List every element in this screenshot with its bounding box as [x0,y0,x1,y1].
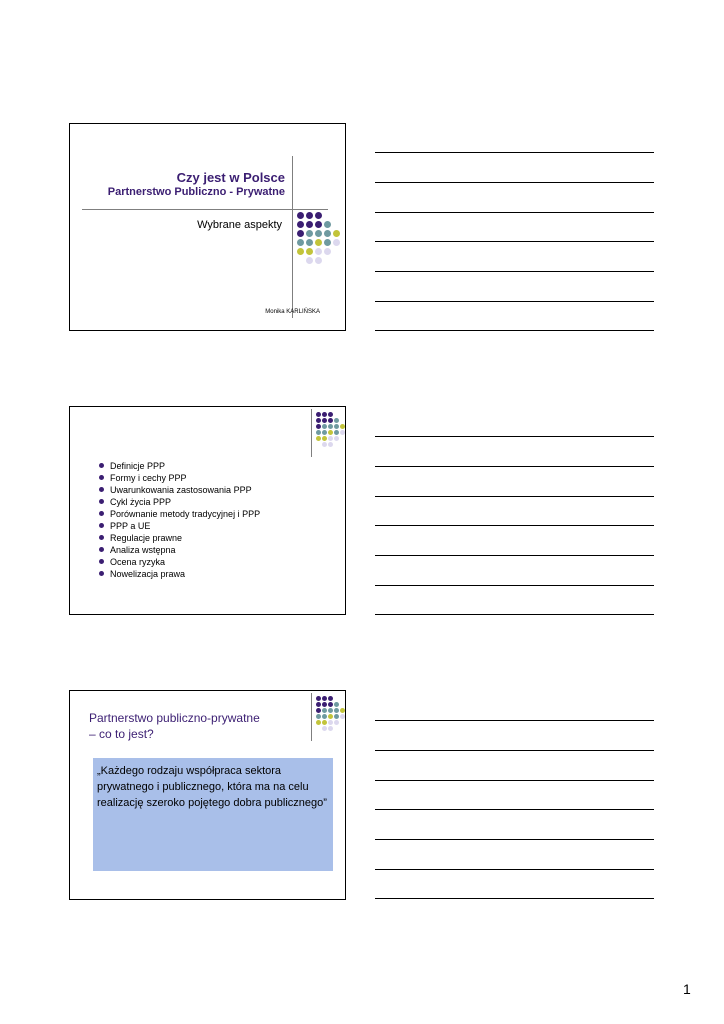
dot-icon [322,714,327,719]
dot-icon [297,221,304,228]
dot-icon [315,248,322,255]
bullet-icon [99,523,104,528]
dot-icon [328,412,333,417]
dot-icon [334,424,339,429]
note-line [375,555,654,556]
dot-icon [324,239,331,246]
page-number: 1 [683,981,691,997]
dot-icon [328,726,333,731]
bullet-icon [99,475,104,480]
list-item-label: Ocena ryzyka [110,557,166,567]
list-item-label: Nowelizacja prawa [110,569,186,579]
dot-icon [328,696,333,701]
dot-icon [322,442,327,447]
dot-icon [328,702,333,707]
list-item [88,508,260,520]
dot-icon [322,726,327,731]
note-line [375,809,654,810]
dot-icon [334,720,339,725]
dot-icon [306,230,313,237]
slide-heading [89,710,260,742]
bullet-icon [99,547,104,552]
dot-icon [328,418,333,423]
dot-icon [328,714,333,719]
author-name: Monika KARLIŃSKA [265,309,320,315]
slide-heading-line: – co to jest? [89,727,154,741]
list-item-label: Uwarunkowania zastosowania PPP [110,485,252,495]
slide-divider-vertical [292,156,293,318]
note-line [375,780,654,781]
dot-icon [328,442,333,447]
dot-icon [306,239,313,246]
list-item [88,568,260,580]
dot-icon [322,696,327,701]
dot-icon [316,418,321,423]
dot-icon [316,720,321,725]
note-line [375,898,654,899]
dot-icon [322,436,327,441]
dot-icon [334,436,339,441]
note-line [375,750,654,751]
dot-icon [334,714,339,719]
bullet-icon [99,571,104,576]
bullet-icon [99,535,104,540]
dot-icon [316,696,321,701]
note-line [375,614,654,615]
slide-aspects-text: Wybrane aspekty [197,219,282,231]
definition-quote: „Każdego rodzaju współpraca sektora prywatnego i publicznego, która ma na celu realizację szeroko pojętego dobra publicznego” [97,765,327,809]
dot-icon [315,239,322,246]
dot-icon [324,248,331,255]
dot-icon [316,436,321,441]
dot-icon [315,230,322,237]
bullet-icon [99,499,104,504]
dot-icon [340,714,345,719]
dot-icon [322,708,327,713]
dot-icon [306,221,313,228]
list-item [88,532,260,544]
note-line [375,152,654,153]
note-line [375,839,654,840]
dot-icon [316,430,321,435]
slide-2 [69,406,346,615]
list-item-label: Formy i cechy PPP [110,473,187,483]
note-line [375,212,654,213]
dot-icon [306,257,313,264]
dot-icon [322,412,327,417]
dot-icon [333,239,340,246]
dot-icon [316,424,321,429]
dot-icon [322,430,327,435]
dot-icon [334,702,339,707]
note-line [375,466,654,467]
list-item-label: Definicje PPP [110,461,166,471]
note-line [375,525,654,526]
note-line [375,301,654,302]
dot-icon [315,212,322,219]
dot-icon [324,221,331,228]
list-item [88,472,260,484]
dot-icon [297,248,304,255]
dot-icon [316,708,321,713]
dot-icon [322,702,327,707]
dot-icon [340,708,345,713]
list-item [88,484,260,496]
dot-icon [297,230,304,237]
note-line [375,436,654,437]
note-line [375,182,654,183]
slide-title: Czy jest w Polsce [176,170,285,185]
dot-icon [328,720,333,725]
dot-icon [334,430,339,435]
slide-divider-vertical [311,409,312,457]
note-line [375,271,654,272]
list-item [88,496,260,508]
bullet-icon [99,511,104,516]
list-item-label: PPP a UE [110,521,151,531]
dot-icon [328,430,333,435]
dot-icon [328,708,333,713]
dot-icon [333,230,340,237]
dot-icon [316,714,321,719]
list-item [88,520,260,532]
note-line [375,496,654,497]
note-line [375,720,654,721]
dot-icon [324,230,331,237]
note-line [375,585,654,586]
dot-icon [322,720,327,725]
bullet-icon [99,463,104,468]
note-line [375,330,654,331]
slide-1 [69,123,346,331]
slide-divider-horizontal [82,209,328,210]
list-item [88,544,260,556]
dot-icon [316,412,321,417]
slide-subtitle: Partnerstwo Publiczno - Prywatne [107,186,285,198]
list-item [88,460,260,472]
dot-icon [297,212,304,219]
slide-divider-vertical [311,693,312,741]
dot-icon [315,257,322,264]
list-item-label: Regulacje prawne [110,533,183,543]
dot-icon [328,436,333,441]
list-item-label: Porównanie metody tradycyjnej i PPP [110,509,261,519]
dot-icon [316,702,321,707]
slide-heading-line: Partnerstwo publiczno-prywatne [89,711,260,725]
dot-icon [306,248,313,255]
note-line [375,241,654,242]
quote-box [93,758,333,871]
list-item-label: Cykl życia PPP [110,497,172,507]
bullet-icon [99,487,104,492]
dot-icon [340,424,345,429]
dot-icon [334,418,339,423]
dot-icon [328,424,333,429]
dot-icon [322,424,327,429]
bullet-icon [99,559,104,564]
slide-3 [69,690,346,900]
list-item [88,556,260,568]
agenda-list [88,460,260,580]
note-line [375,869,654,870]
dot-icon [322,418,327,423]
dot-icon [340,430,345,435]
dot-icon [297,239,304,246]
dot-icon [306,212,313,219]
dot-icon [315,221,322,228]
dot-icon [334,708,339,713]
list-item-label: Analiza wstępna [110,545,176,555]
